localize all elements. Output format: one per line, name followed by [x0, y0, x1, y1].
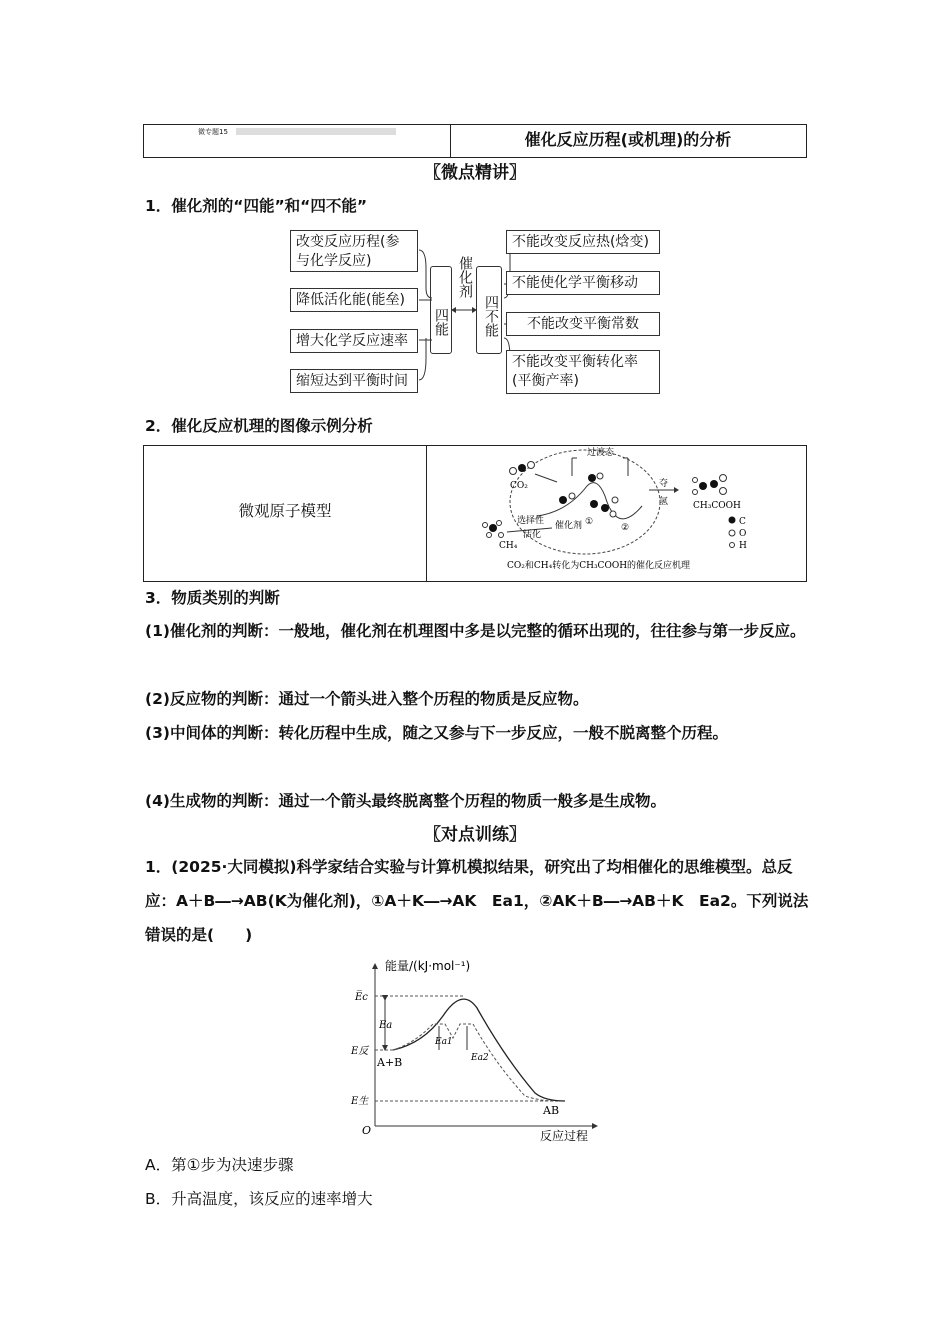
connector-left-4: [419, 338, 426, 380]
co2-carbon-atom: [518, 464, 526, 472]
legend-o-label: O: [739, 529, 747, 539]
cannot-item-4: 不能改变平衡转化率(平衡产率): [506, 350, 660, 394]
dehydrogenation-arrow-head: [674, 487, 679, 493]
label-step1: ①: [585, 517, 594, 527]
page-title: 催化反应历程(或机理)的分析: [524, 130, 732, 149]
option-a: A．第①步为决速步骤: [145, 1156, 294, 1174]
label-catalyst: 催化剂: [555, 521, 583, 531]
mechanism-caption: CO₂和CH₄转化为CH₃COOH的催化反应机理: [507, 561, 691, 571]
ea1-label: Ea1: [435, 1037, 453, 1047]
energy-wave: [537, 483, 642, 519]
legend-h-label: H: [739, 541, 747, 551]
ch4-h-4: [499, 533, 504, 538]
product-carbon-atom-1: [699, 482, 707, 490]
legend-c-label: C: [739, 517, 746, 527]
transition-carbon-atom: [588, 474, 596, 482]
ch4-h-2: [497, 521, 502, 526]
level-ec-label: E̅c: [355, 992, 368, 1003]
mechanism-figure: [427, 446, 806, 581]
product-oxygen-atom-2: [720, 488, 727, 495]
heading-mechanism: 2．催化反应机理的图像示例分析: [145, 417, 373, 435]
catalyst-carbon-atom: [590, 500, 598, 508]
step2-carbon-atom: [601, 504, 609, 512]
product-carbon-atom-2: [710, 480, 718, 488]
origin-label: O: [362, 1124, 372, 1137]
ea2-label: Ea2: [471, 1053, 489, 1063]
four-can-label: 四能: [430, 266, 452, 354]
level-reactant-label: E反: [351, 1046, 369, 1057]
x-axis-label: 反应过程: [540, 1129, 589, 1143]
label-hydrogen: 氢: [659, 497, 669, 507]
uncatalyzed-curve: [393, 999, 565, 1101]
co2-oxygen-atom-1: [510, 468, 517, 475]
judgment-4: (4)生成物的判断：通过一个箭头最终脱离整个历程的物质一般多是生成物。: [145, 792, 666, 810]
energy-diagram: [345, 958, 610, 1143]
product-h-atom-1: [693, 478, 698, 483]
cannot-item-3: 不能改变平衡常数: [506, 312, 660, 336]
can-item-3: 增大化学反应速率: [290, 329, 418, 353]
catalyst-label: 催化剂: [457, 256, 473, 298]
heading-judgment: 3．物质类别的判断: [145, 589, 280, 607]
topic-header: [143, 124, 807, 158]
can-item-4: 缩短达到平衡时间: [290, 369, 418, 393]
can-item-2: 降低活化能(能垒): [290, 288, 418, 312]
product-h-atom-2: [693, 490, 698, 495]
intermediate-carbon-atom: [559, 496, 567, 504]
judgment-3: (3)中间体的判断：转化历程中生成，随之又参与下一步反应，一般不脱离整个历程。: [145, 724, 728, 742]
judgment-1: (1)催化剂的判断：一般地，催化剂在机理图中多是以完整的循环出现的，往往参与第一步反应。: [145, 622, 806, 640]
co2-arrow: [535, 474, 557, 482]
step2-oxygen-atom: [612, 497, 618, 503]
product-oxygen-atom-1: [720, 475, 727, 482]
mechanism-table: [143, 445, 807, 582]
transition-oxygen-atom: [597, 473, 603, 479]
intermediate-oxygen-atom: [569, 493, 575, 499]
ch4-h-3: [487, 533, 492, 538]
question-text: 1．(2025·大同模拟)科学家结合实验与计算机模拟结果，研究出了均相催化的思维模型。总反应：A＋B―→AB(K为催化剂)，①A＋K―→AK Ea1，②AK＋B―→AB＋K Ea2。下列说法错误的是( ): [145, 858, 809, 944]
y-axis-label: 能量/(kJ·mol⁻¹): [385, 959, 471, 973]
mechanism-table-label: 微观原子模型: [144, 446, 427, 581]
heading-four-can: 1．催化剂的“四能”和“四不能”: [145, 197, 368, 215]
ea-label: Ea: [379, 1020, 393, 1031]
legend-c-marker: [729, 517, 736, 524]
four-cannot-label: 四不能: [476, 266, 502, 354]
legend-h-marker: [730, 543, 735, 548]
cannot-item-1: 不能改变反应热(焓变): [506, 230, 660, 254]
section-banner-practice: 〖对点训练〗: [424, 825, 526, 845]
header-left-cell: [144, 125, 451, 157]
option-b: B．升高温度，该反应的速率增大: [145, 1190, 373, 1208]
level-product-label: E生: [351, 1096, 369, 1107]
cannot-item-2: 不能使化学平衡移动: [506, 271, 660, 295]
can-item-1: 改变反应历程(参与化学反应): [290, 230, 418, 272]
label-ch4: CH₄: [499, 541, 518, 551]
four-can-diagram: [288, 228, 668, 398]
header-decor-bar: [236, 128, 396, 135]
step2-h-atom: [610, 511, 616, 517]
label-co2: CO₂: [510, 481, 528, 491]
label-transition: 过渡态: [587, 448, 615, 458]
topic-tag: 微专题15: [198, 128, 228, 136]
label-take: 夺: [659, 479, 669, 489]
ch4-h-1: [483, 523, 488, 528]
judgment-2: (2)反应物的判断：通过一个箭头进入整个历程的物质是反应物。: [145, 690, 589, 708]
label-activate: 活化: [523, 530, 542, 540]
label-step2: ②: [621, 523, 630, 533]
ch4-carbon-atom: [489, 524, 497, 532]
co2-oxygen-atom-2: [528, 462, 535, 469]
reactant-label: A+B: [377, 1056, 403, 1069]
legend-o-marker: [729, 530, 735, 536]
label-product: CH₃COOH: [693, 501, 741, 511]
product-label: AB: [543, 1104, 560, 1117]
label-select: 选择性: [517, 516, 545, 526]
section-banner-lecture: 〖微点精讲〗: [424, 163, 526, 183]
